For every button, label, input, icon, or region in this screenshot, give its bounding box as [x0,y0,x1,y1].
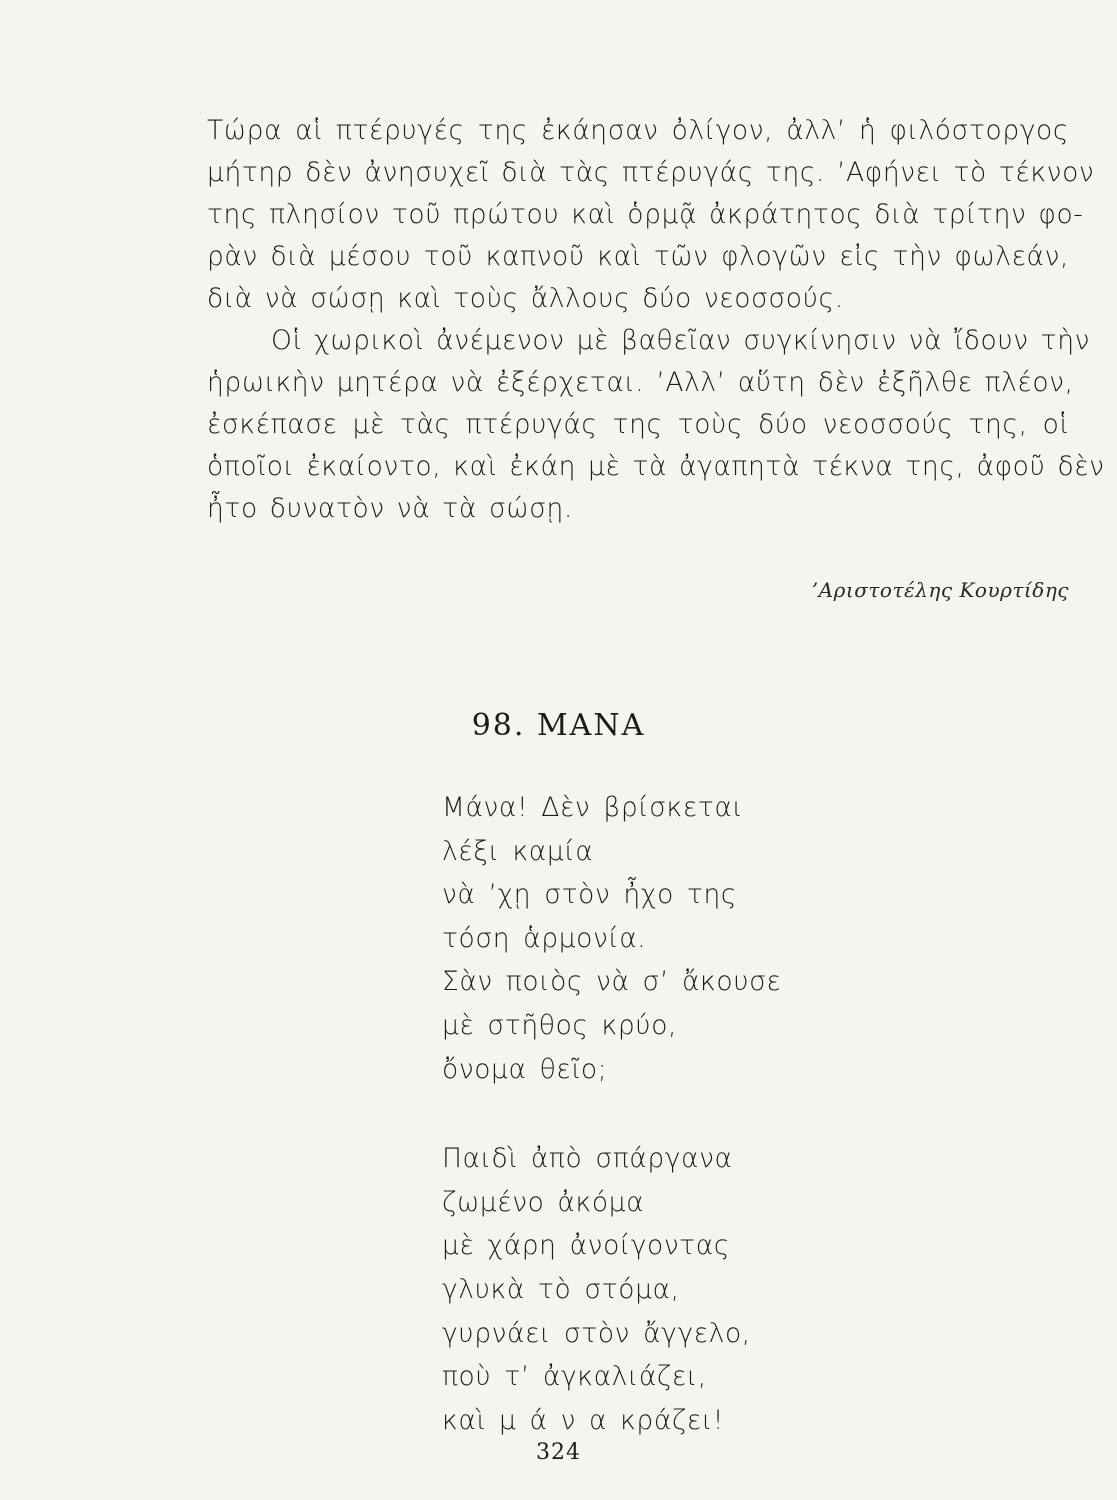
poem-verse: νὰ ’χῃ στὸν ἦχο της [442,879,738,911]
prose-line: ἐσκέπασε μὲ τὰς πτέρυγάς της τοὺς δύο νεοσσούς της, οἱ [207,409,1069,440]
author-signature: ’Αριστοτέλης Κουρτίδης [811,578,1069,602]
poem-verse: ζωμένο ἀκόμα [442,1186,645,1218]
prose-line: ὁποῖοι ἐκαίοντο, καὶ ἐκάη μὲ τὰ ἀγαπητὰ τέκνα της, ἀφοῦ δὲν [207,451,1105,482]
poem-verse: γυρνάει στὸν ἄγγελο, [442,1317,751,1349]
prose-paragraphs [207,110,1105,530]
poem-verse: Μάνα! Δὲν βρίσκεται [442,792,744,823]
prose-line: Οἱ χωρικοὶ ἀνέμενον μὲ βαθεῖαν συγκίνησιν νὰ ἴδουν τὴν [271,325,1091,356]
poem-verse: μὲ στῆθος κρύο, [442,1009,678,1041]
page-number: 324 [536,1440,581,1465]
prose-line: ἡρωικὴν μητέρα νὰ ἐξέρχεται. ’Αλλ’ αὕτη δὲν ἐξῆλθε πλέον, [207,367,1074,398]
prose-line: ἦτο δυνατὸν νὰ τὰ σώσῃ. [207,493,573,524]
prose-line: διὰ νὰ σώσῃ καὶ τοὺς ἄλλους δύο νεοσσούς. [207,283,844,314]
poem-verse: λέξι καμία [442,835,594,867]
prose-line: της πλησίον τοῦ πρώτου καὶ ὁρμᾷ ἀκράτητος διὰ τρίτην φο- [207,199,1084,230]
poem-verse: γλυκὰ τὸ στόμα, [442,1273,680,1305]
prose-line: Τώρα αἱ πτέρυγές της ἐκάησαν ὀλίγον, ἀλλ’ ἡ φιλόστοργος [207,115,1069,146]
prose-line: μήτηρ δὲν ἀνησυχεῖ διὰ τὰς πτέρυγάς της. ’Αφήνει τὸ τέκνον [207,157,1095,188]
poem-stanza-2 [442,1137,781,1442]
poem-verse: ὄνομα θεῖο; [442,1053,608,1085]
poem-verse: τόση ἁρμονία. [442,922,647,954]
poem-verse: μὲ χάρη ἀνοίγοντας [442,1230,731,1262]
poem-body [442,786,781,1442]
poem-verse: Παιδὶ ἀπὸ σπάργανα [442,1143,733,1175]
poem-title: 98. ΜΑΝΑ [471,708,646,743]
prose-line: ρὰν διὰ μέσου τοῦ καπνοῦ καὶ τῶν φλογῶν εἰς τὴν φωλεάν, [207,241,1069,272]
poem-verse: καὶ μ ά ν α κράζει! [442,1404,724,1436]
poem-stanza-1 [442,786,781,1091]
poem-verse: Σὰν ποιὸς νὰ σ’ ἄκουσε [442,966,782,998]
poem-verse: ποὺ τ’ ἀγκαλιάζει, [442,1361,707,1393]
